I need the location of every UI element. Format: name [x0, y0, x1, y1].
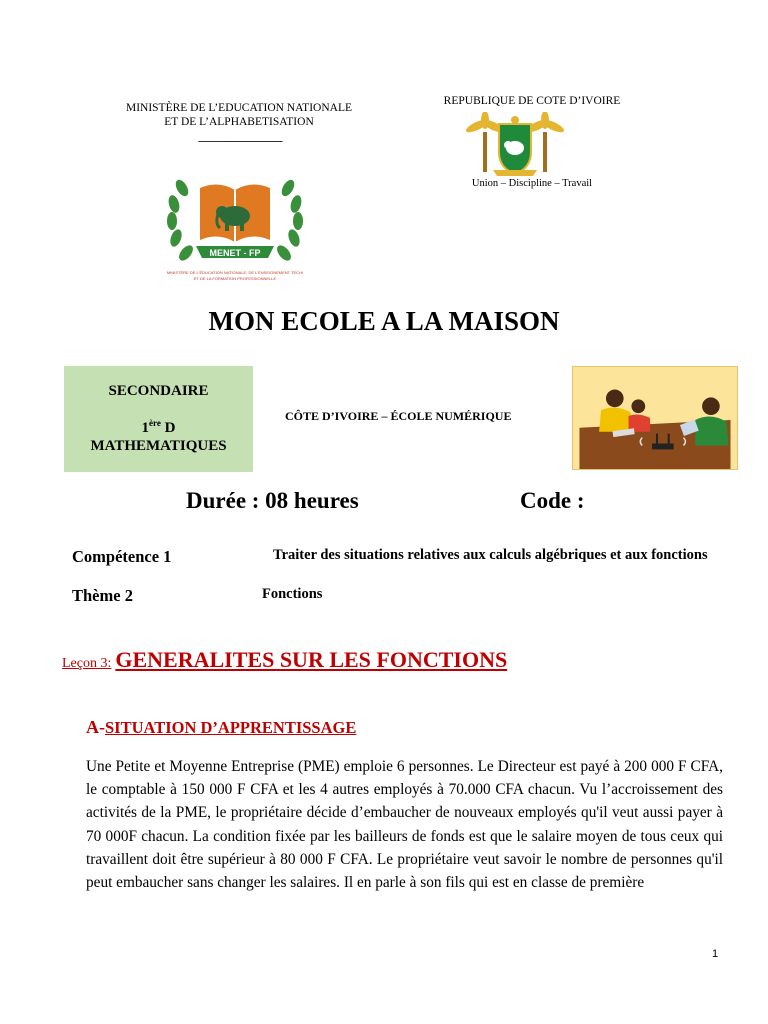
republic-name: REPUBLIQUE DE COTE D’IVOIRE [443, 95, 621, 107]
code-label: Code : [520, 488, 585, 513]
students-with-tablets-illustration [572, 366, 738, 470]
level-label: SECONDAIRE [108, 383, 209, 399]
menet-fp-logo-icon [160, 158, 310, 288]
school-label: CÔTE D’IVOIRE – ÉCOLE NUMÉRIQUE [285, 409, 512, 423]
ministry-header [100, 101, 378, 129]
subject-label: MATHEMATIQUES [90, 438, 227, 454]
section-heading [86, 717, 356, 738]
level-box [64, 366, 253, 472]
theme-label: Thème 2 [72, 586, 133, 605]
menet-logo-label: MENET - FP [209, 248, 261, 258]
page-number: 1 [712, 948, 719, 960]
cote-divoire-coat-of-arms-icon [463, 112, 567, 178]
lesson-title: GENERALITES SUR LES FONCTIONS [115, 647, 508, 672]
page-title: MON ECOLE A LA MAISON [208, 306, 560, 336]
ministry-line-1: MINISTÈRE DE L’EDUCATION NATIONALE [125, 102, 353, 114]
situation-paragraph: Une Petite et Moyenne Entreprise (PME) emploie 6 personnes. Le Directeur est payé à 200 000 F CFA, le comptable à 150 000 F CFA et les 4 autres employés à 70.000 CFA chacun. Vu l’accroissement des activités de la PME, le propriétaire décide d’embaucher de nouveaux employés qu'il veut aussi payer à 70 000F chacun. La condition fixée par les bailleurs de fonds est que le salaire moyen de tous ceux qui travaillent doit être supérieur à 80 000 F CFA. Le propriétaire veut savoir le nombre de personnes qu'il peut embaucher sans changer les salaires. Il en parle à son fils qui est en classe de première [86, 758, 723, 892]
national-motto: Union – Discipline – Travail [471, 178, 593, 189]
duration: Durée : 08 heures [186, 488, 359, 513]
section-title: SITUATION D’APPRENTISSAGE [105, 718, 357, 737]
menet-logo-caption-2: ET DE LA FORMATION PROFESSIONNELLE [193, 276, 277, 281]
theme-text: Fonctions [262, 586, 323, 602]
ministry-line-2: ET DE L’ALPHABETISATION [164, 116, 314, 128]
menet-logo-caption-1: MINISTÈRE DE L'ÉDUCATION NATIONALE, DE L'ENSEIGNEMENT TECHI [166, 270, 304, 275]
competence-label: Compétence 1 [72, 547, 172, 566]
section-letter: A- [86, 717, 105, 737]
grade-label: 1ère D [141, 418, 176, 436]
competence-text: Traiter des situations relatives aux calculs algébriques et aux fonctions [273, 547, 708, 563]
lesson-heading [62, 647, 507, 673]
ministry-separator: ------------------------------------ [198, 136, 282, 147]
lesson-label: Leçon 3: [62, 656, 112, 671]
